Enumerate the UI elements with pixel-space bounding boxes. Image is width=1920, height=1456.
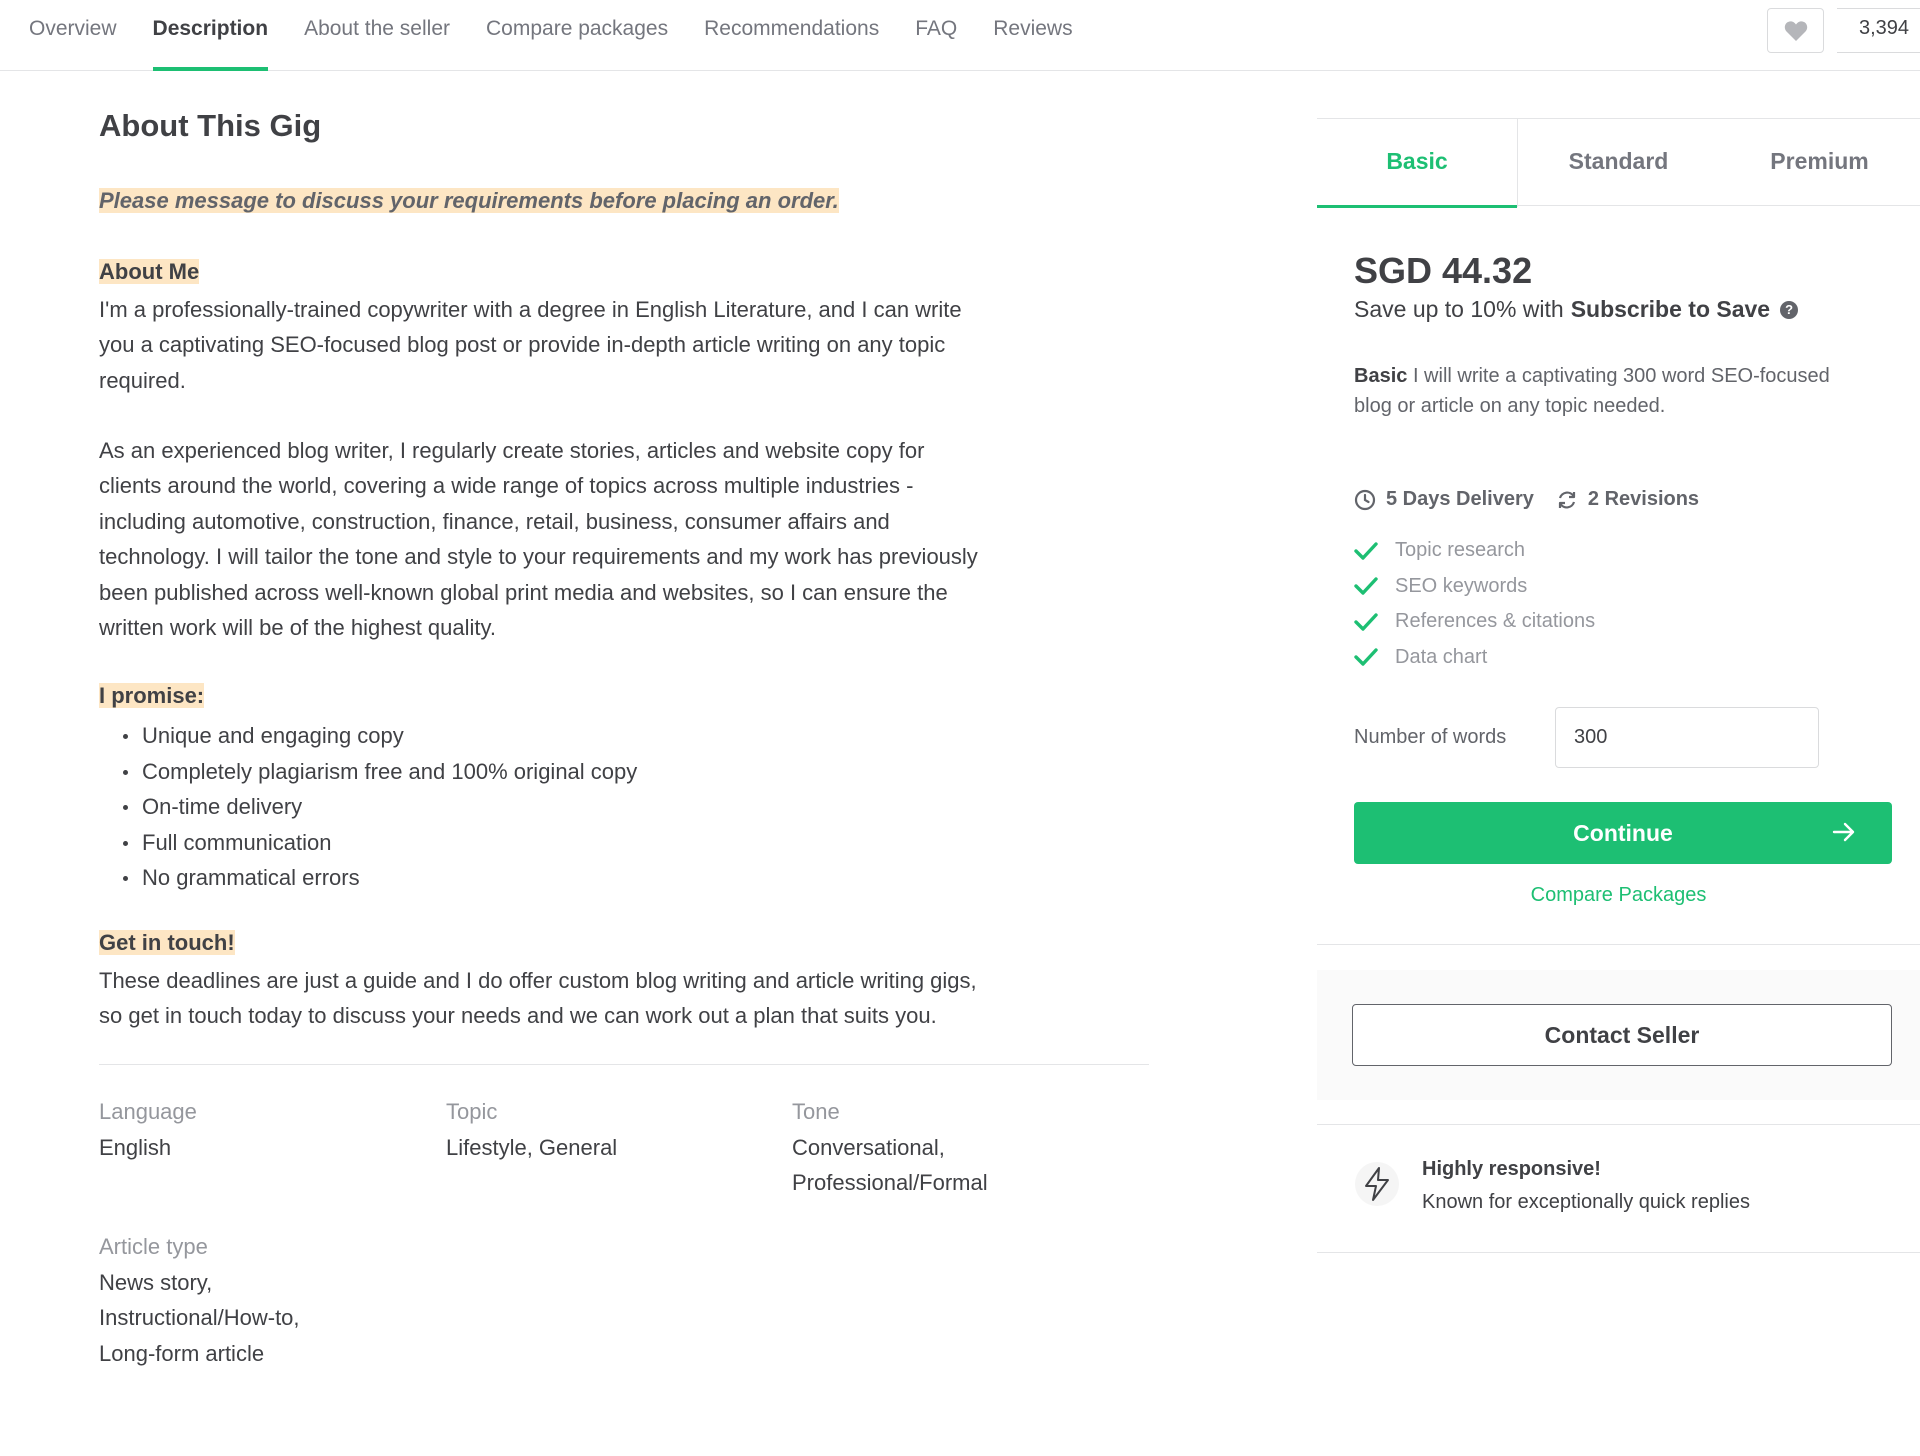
meta-article-type-label: Article type [99,1234,208,1259]
experience-line: clients around the world, covering a wide range of topics across multiple industries - [99,473,914,499]
favorites-count: 3,394 [1837,8,1920,53]
divider [99,1064,1149,1065]
list-item [1354,569,1595,605]
subscribe-save-link[interactable]: Subscribe to Save [1570,296,1771,322]
meta-tone-value: Conversational, [792,1134,945,1160]
nav-tabs [29,0,1109,71]
meta-language-value: English [99,1134,172,1160]
revisions-text: 2 Revisions [1587,488,1700,510]
meta-topic-value: Lifestyle, General [446,1134,618,1160]
gig-nav-bar [0,0,1920,71]
about-me-text [99,292,1149,398]
tab-basic[interactable]: Basic [1317,119,1518,207]
responsive-title: Highly responsive! [1422,1158,1601,1180]
list-item [1354,604,1595,640]
meta-topic [446,1094,617,1165]
meta-tone-label: Tone [792,1099,840,1124]
delivery-time [1354,488,1534,511]
promise-heading-text: I promise: [99,683,205,708]
divider [1317,944,1920,945]
words-label: Number of words [1354,726,1507,748]
check-icon [1354,613,1378,631]
refresh-icon [1556,489,1578,511]
words-input[interactable] [1555,707,1819,768]
heart-icon [1784,20,1808,42]
meta-tone-value: Professional/Formal [792,1170,988,1195]
experience-text [99,433,1149,645]
help-icon[interactable]: ? [1780,301,1798,319]
divider [1317,1252,1920,1253]
about-me-heading-text: About Me [99,259,200,284]
promise-list [123,718,637,896]
lightning-icon [1355,1162,1399,1206]
meta-language [99,1094,197,1165]
feature-label: References & citations [1395,610,1596,632]
check-icon [1354,648,1378,666]
check-icon [1354,542,1378,560]
order-notice-text: Please message to discuss your requirements before placing an order. [99,188,839,213]
continue-button[interactable] [1354,802,1892,864]
delivery-info [1354,488,1721,511]
experience-line: been published across well-known global print media and websites, so I can ensure the [99,579,948,605]
tab-description[interactable]: Description [153,0,269,71]
favorite-button[interactable] [1767,8,1824,53]
divider [1317,1124,1920,1125]
tab-premium[interactable]: Premium [1770,148,1869,174]
package-name: Basic [1354,365,1408,387]
meta-article-type [99,1229,300,1371]
about-me-heading [99,259,199,285]
arrow-right-icon [1832,821,1856,843]
contact-heading-text: Get in touch! [99,930,235,955]
list-item: On-time delivery [123,789,637,825]
meta-topic-label: Topic [446,1099,498,1124]
order-notice [99,188,839,214]
compare-packages-link[interactable]: Compare Packages [1530,884,1707,906]
meta-article-type-value: News story, [99,1269,213,1295]
package-description-line: blog or article on any topic needed. [1354,394,1666,417]
contact-line: so get in touch today to discuss your needs and we can work out a plan that suits you. [99,1003,937,1029]
package-description-text: I will write a captivating 300 word SEO-focused [1412,365,1830,387]
contact-heading [99,930,235,956]
meta-language-label: Language [99,1099,197,1124]
experience-line: technology. I will tailor the tone and style to your requirements and my work has previously [99,544,978,570]
revisions [1556,488,1699,511]
tab-reviews[interactable]: Reviews [993,17,1073,40]
experience-line: As an experienced blog writer, I regularly create stories, articles and website copy for [99,438,925,463]
feature-label: Data chart [1395,645,1488,668]
responsive-subtitle: Known for exceptionally quick replies [1422,1191,1750,1213]
feature-label: SEO keywords [1395,574,1528,597]
tab-recommendations[interactable]: Recommendations [704,17,880,40]
subscribe-save-prefix: Save up to 10% with [1354,296,1564,322]
continue-label: Continue [1573,819,1673,846]
tab-overview[interactable]: Overview [29,17,117,40]
package-tabs [1317,118,1920,206]
feature-label: Topic research [1395,539,1526,561]
meta-article-type-value: Instructional/How-to, [99,1305,300,1330]
subscribe-save [1354,296,1798,323]
promise-heading [99,683,204,709]
about-me-line: required. [99,367,186,393]
contact-seller-button[interactable]: Contact Seller [1352,1004,1892,1066]
check-icon [1354,577,1378,595]
feature-list [1354,533,1595,675]
clock-icon [1354,489,1376,511]
meta-article-type-value: Long-form article [99,1340,265,1366]
list-item: Completely plagiarism free and 100% original copy [123,754,637,790]
about-me-line: you a captivating SEO-focused blog post or provide in-depth article writing on any topic [99,332,946,358]
list-item: Full communication [123,825,637,861]
contact-line: These deadlines are just a guide and I do offer custom blog writing and article writing gigs, [99,968,977,993]
package-description [1354,362,1914,421]
meta-tone [792,1094,988,1201]
experience-line: including automotive, construction, finance, retail, business, consumer affairs and [99,508,890,534]
delivery-time-text: 5 Days Delivery [1386,488,1534,510]
tab-about-seller[interactable]: About the seller [304,17,450,40]
package-price: SGD 44.32 [1354,250,1533,291]
tab-standard[interactable]: Standard [1568,148,1669,174]
tab-compare-packages[interactable]: Compare packages [486,17,669,40]
package-description-line [1354,362,1914,392]
list-item: No grammatical errors [123,860,637,896]
about-me-line: I'm a professionally-trained copywriter with a degree in English Literature, and I can write [99,297,962,322]
list-item: Unique and engaging copy [123,718,637,754]
experience-line: written work will be of the highest quality. [99,615,496,641]
list-item [1354,533,1595,569]
list-item [1354,640,1595,676]
tab-faq[interactable]: FAQ [915,17,958,40]
contact-text [99,963,1149,1034]
page-title: About This Gig [99,108,322,143]
